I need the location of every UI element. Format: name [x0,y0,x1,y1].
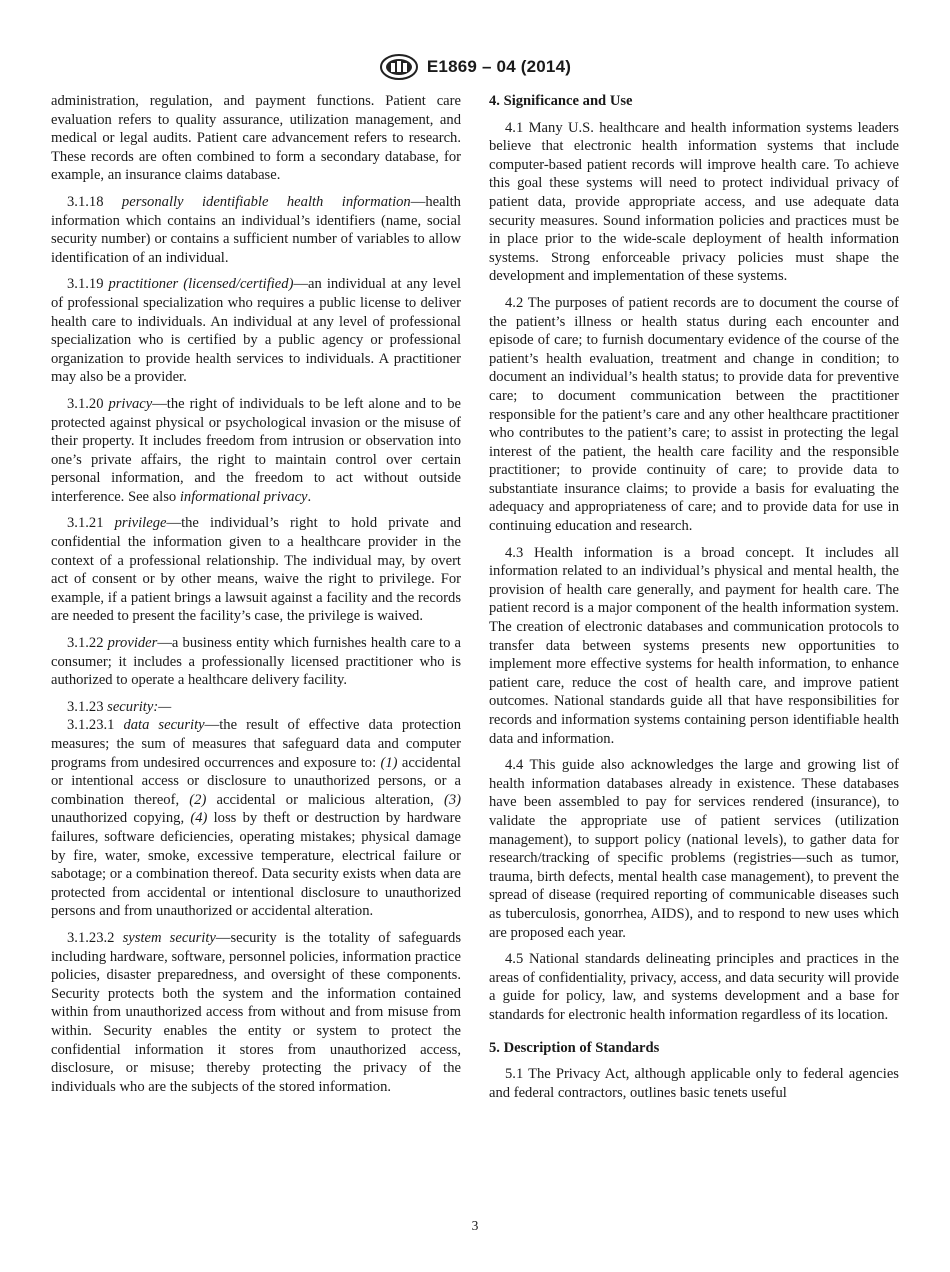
left-column [51,92,461,1104]
paragraph-5-1: 5.1 The Privacy Act, although applicable only to federal agencies and federal contractors, outlines basic tenets useful [489,1066,899,1101]
section-4-heading: 4. Significance and Use [489,93,633,109]
definition-3-1-22: 3.1.22 provider—a business entity which furnishes health care to a consumer; it includes a professionally licensed practitioner who is authorized to operate a healthcare delivery facility. [51,635,461,689]
page-header [0,52,950,86]
definition-3-1-23-2: 3.1.23.2 system security—security is the totality of safeguards including hardware, software, personnel policies, information practice policies, disaster preparedness, and oversight of these components. Security protects both the system and the information contained within from unauthorized access from without and from misuse from within. Security enables the entity or system to protect the confidential information it stores from unauthorized access, disclosure, or misuse; thereby protecting the privacy of the individuals who are the subjects of the stored information. [51,929,461,1095]
paragraph-4-3: 4.3 Health information is a broad concept. It includes all information related to an individual’s physical and mental health, the provision of health care generally, and payment for health care. The patient record is a major component of the health information system. The creation of electronic databases and communication protocols to transfer data between systems presents new opportunities to implement more effective systems for health information, to enhance patient care, reduce the cost of health care, and improve patient outcomes. National standards guide all that have responsibilities for records and information systems containing person identifiable health data and information. [489,544,899,747]
definition-3-1-18: 3.1.18 personally identifiable health information—health information which contains an individual’s identifiers (name, social security number) or contains a sufficient number of variables to allow identification of an individual. [51,193,461,266]
standard-designation: E1869 – 04 (2014) [426,57,572,76]
definition-3-1-20: 3.1.20 privacy—the right of individuals to be left alone and to be protected against physical or psychological invasion or the misuse of their property. It includes freedom from intrusion or observation into one’s private affairs, the right to maintain control over certain personal information, and the freedom to act without outside interference. See also informational privacy. [51,395,462,505]
paragraph-4-2: 4.2 The purposes of patient records are to document the course of the patient’s illness or health status during each encounter and episode of care; to furnish documentary evidence of the course of the patient’s health evaluation, treatment and change in condition; to document an individual’s health status; to provide data for preventive care; to document communication between the practitioner responsible for the patient’s care and any other healthcare practitioner who contributes to the patient’s care; to assist in protecting the legal interest of the patient, the health care facility and the responsible practitioner; to provide continuity of care; to provide data to substantiate insurance claims; to provide a basis for evaluating the adequacy and appropriateness of care; and to provide data for use in continuing education and research. [489,294,899,535]
astm-logo-icon [379,52,419,82]
paragraph-4-4: 4.4 This guide also acknowledges the large and growing list of health information databases already in existence. These databases have been assembled to pay for services rendered (insurance), to validate the appropriate use of patient services (utilization management), to support policy (national levels), to gather data for research/tracking of specific problems (registries—such as tumor, trauma, birth defects, mental health case management), to prevent the spread of disease (required reporting of communicable diseases such as tuberculosis, gonorrhea, AIDS), and to respond to new uses which are proposed each year. [489,757,899,941]
page-number: 3 [471,1218,479,1233]
continued-paragraph: administration, regulation, and payment functions. Patient care evaluation refers to quality assurance, utilization management, and medical or legal audits. Patient care advancement refers to research. These records are often combined to form a secondary database, for example, an insurance claims database. [51,93,461,184]
definition-3-1-19: 3.1.19 practitioner (licensed/certified)—an individual at any level of professional specialization who requires a public license to deliver health care to individuals. An individual at any level of professional specialization who is certified by a public agency or professional organization to provide health services to individuals. A practitioner may also be a provider. [51,276,461,386]
paragraph-4-5: 4.5 National standards delineating principles and practices in the areas of confidentiality, privacy, access, and data security will provide a guide for policy, law, and systems development and a base for standards for electronic health information regardless of its location. [489,951,899,1023]
section-5-heading: 5. Description of Standards [489,1039,660,1056]
right-column [489,92,899,1110]
definition-3-1-21: 3.1.21 privilege—the individual’s right to hold private and confidential the information given to a healthcare provider in the context of a professional relationship. The individual may, by overt act of consent or by other means, waive the right to privilege. For example, if a patient brings a lawsuit against a facility and the records are needed to present the facility’s case, the privilege is waived. [51,515,461,625]
paragraph-4-1: 4.1 Many U.S. healthcare and health information systems leaders believe that electronic health information systems that include computer-based patient records will improve health care. To achieve this goal these systems will need to protect individual privacy of patient data, provide appropriate access, and use adequate data security measures. Sound information policies and practices must be in place prior to the wide-scale deployment of health information systems. Strong enforceable privacy policies must shape the development and implementation of these systems. [489,119,899,285]
definition-3-1-23-1: 3.1.23.1 data security—the result of effective data protection measures; the sum of measures that safeguard data and computer programs from undesired occurrences and exposure to: (1) accidental or intentional access or disclosure to unauthorized persons, or a combination thereof, (2) accidental or malicious alteration, (3) unauthorized copying, (4) loss by theft or destruction by hardware failures, software deficiencies, operating mistakes; physical damage by fire, water, smoke, excessive temperature, electrical failure or sabotage; or a combination thereof. Data security exists when data are protected from accidental or intentional disclosure to unauthorized persons and from unauthorized or accidental alteration. [51,717,461,920]
definition-3-1-23: 3.1.23 security:— [67,698,172,715]
